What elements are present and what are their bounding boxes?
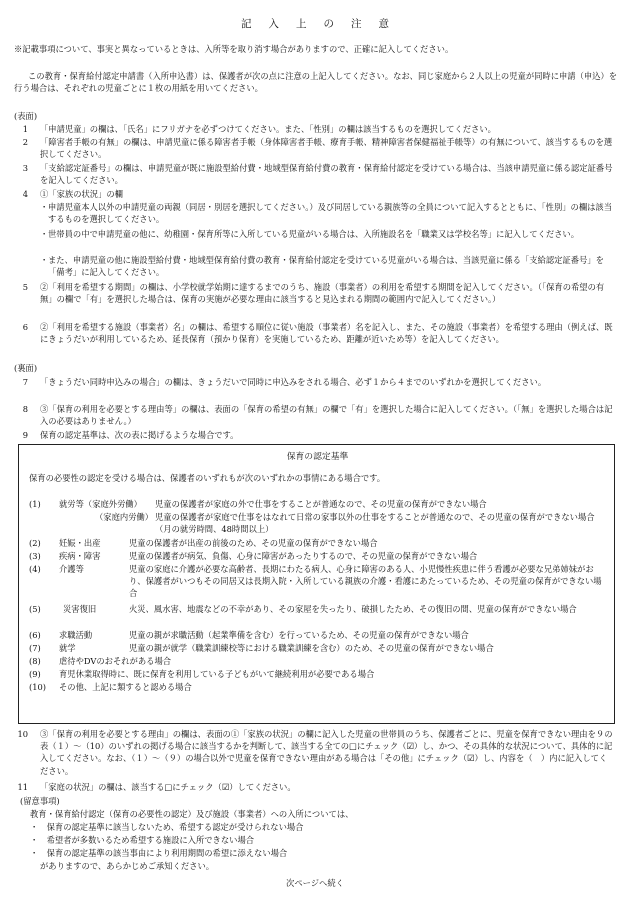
item-text: 「申請児童」の欄は、「氏名」にフリガナを必ずつけてください。また、「性別」の欄は該当するものを選択してください。 xyxy=(40,124,496,134)
page-title: 記入上の注意 xyxy=(241,18,406,30)
criteria-text: その他、上記に類すると認める場合 xyxy=(59,682,192,692)
family-bullet: ・ 申請児童本人以外の申請児童の両親（同居・別居を選択してください。）及び同居している親族等の全員について記入するとともに、「性別」の欄は該当するものを選択してください。 xyxy=(40,202,613,225)
item-text: 保育の認定基準は、次の表に掲げるような場合です。 xyxy=(40,430,239,440)
item-text: 「家庭の状況」の欄は、該当する□にチェック（☑）してください。 xyxy=(40,782,296,792)
remarks-tail: がありますので、あらかじめご承知ください。 xyxy=(40,861,215,871)
criteria-lead: 保育の必要性の認定を受ける場合は、保護者のいずれもが次のいずれかの事情にある場合です。 xyxy=(29,473,386,483)
criteria-number: (10) xyxy=(29,682,47,692)
item-number: 1 xyxy=(22,124,28,134)
criteria-number: (9) xyxy=(29,669,41,679)
remarks-lead: 教育・保育給付認定（保育の必要性の認定）及び施設（事業者）への入所については、 xyxy=(30,809,354,819)
criteria-text: 児童の家庭に介護が必要な高齢者、長期にわたる病人、心身に障害のある人、小児慢性疾患に伴う看護が必要な兄弟姉妹がおり、保護者がいつもその同居又は長期入院・入所している親族の介護・看護にあたっているため、その児童の保育ができない場合 xyxy=(129,564,602,599)
family-bullet: ・ また、申請児童の他に施設型給付費・地域型保育給付費の教育・保育給付認定を受けている児童がいる場合は、当該児童に係る「支給認定証番号」を「備考」に記入してください。 xyxy=(40,255,604,278)
criteria-text: 児童の保護者が病気、負傷、心身に障害があったりするので、その児童の保育ができない場合 xyxy=(129,551,478,561)
accuracy-notice: ※記載事項について、事実と異なっているときは、入所等を取り消す場合がありますので、正確に記入してください。 xyxy=(14,44,454,54)
item-number: 10 xyxy=(17,729,28,739)
family-bullet: ・ 世帯員の中で申請児童の他に、幼稚園・保育所等に入所している児童がいる場合は、入所施設名を「職業又は学校名等」に記入してください。 xyxy=(40,229,580,239)
criteria-title: 保育の認定基準 xyxy=(286,452,349,462)
criteria-table xyxy=(18,444,615,724)
criteria-number: (7) xyxy=(29,643,41,653)
criteria-label: 妊娠・出産 xyxy=(59,538,101,548)
item-text: 「きょうだい同時申込みの場合」の欄は、きょうだいで同時に申込みをされる場合、必ず１から４までのいずれかを選択してください。 xyxy=(40,377,547,387)
criteria-text: 児童の親が求職活動（起業準備を含む）を行っているため、その児童の保育ができない場合 xyxy=(129,630,469,640)
item-number: 11 xyxy=(17,782,28,792)
item-text: 「障害者手帳の有無」の欄は、申請児童に係る障害者手帳（身体障害者手帳、療育手帳、精神障害者保健福祉手帳等）の有無について、該当するものを選択してください。 xyxy=(40,137,613,160)
front-label: (表面) xyxy=(14,111,38,121)
intro-paragraph: この教育・保育給付認定申請書（入所申込書）は、保護者が次の点に注意の上記入してください。なお、同じ家庭から２人以上の児童が同時に申請（申込）を行う場合は、それぞれの児童ごとに１枚の用紙を用いてください。 xyxy=(14,71,618,94)
item-number: 7 xyxy=(22,377,28,387)
criteria-number: (6) xyxy=(29,630,41,640)
criteria-number: (8) xyxy=(29,656,41,666)
item-text: ②「利用を希望する施設（事業者）名」の欄は、希望する順位に従い施設（事業者）名を記入し、また、その施設（事業者）を希望する理由（例えば、既にきょうだいが利用しているため、延長保育（預かり保育）を実施しているため、距離が近いため等）を記入してください。 xyxy=(40,322,613,345)
criteria-label: 介護等 xyxy=(59,564,84,574)
criteria-text: 育児休業取得時に、既に保育を利用している子どもがいて継続利用が必要である場合 xyxy=(59,669,375,679)
back-label: (裏面) xyxy=(14,363,38,373)
item-number: 4 xyxy=(22,189,28,199)
criteria-label: 求職活動 xyxy=(59,630,93,640)
remarks-bullet: ・ 保育の認定基準の該当事由により利用期間の希望に添えない場合 xyxy=(30,848,288,858)
criteria-number: (5) xyxy=(29,604,41,614)
criteria-number: (1) xyxy=(29,499,41,509)
criteria-label: 災害復旧 xyxy=(63,604,97,614)
criteria-number: (4) xyxy=(29,564,41,574)
criteria-text: 火災、風水害、地震などの不幸があり、その家屋を失ったり、破損したため、その復旧の間、児童の保育ができない場合 xyxy=(129,604,577,614)
remarks-bullet: ・ 希望者が多数いるため希望する施設に入所できない場合 xyxy=(30,835,255,845)
criteria-label: （家庭内労働） xyxy=(95,512,154,522)
continued-note: 次ページへ続く xyxy=(286,878,344,888)
item-text: ③「保育の利用を必要とする理由等」の欄は、表面の「保育の希望の有無」の欄で「有」を選択した場合に記入してください。（「無」を選択した場合は記入の必要はありません。） xyxy=(40,404,613,427)
item-text: ②「利用を希望する期間」の欄は、小学校就学始期に達するまでのうち、施設（事業者）の利用を希望する期間を記入してください。（「保育の希望の有無」の欄で「有」を選択した場合は、保育の実施が必要な理由に該当すると見込まれる期間の範囲内で記入してください。） xyxy=(40,282,605,305)
criteria-label: 就労等（家庭外労働） xyxy=(59,499,142,509)
criteria-number: (3) xyxy=(29,551,41,561)
criteria-text: 児童の親が就学（職業訓練校等における職業訓練を含む）のため、その児童の保育ができない場合 xyxy=(129,643,494,653)
item-number: 2 xyxy=(22,137,28,147)
item-number: 5 xyxy=(22,282,28,292)
item-text: 「支給認定証番号」の欄は、申請児童が既に施設型給付費・地域型保育給付費の教育・保育給付認定を受けている場合は、当該申請児童に係る認定証番号を記入してください。 xyxy=(40,163,613,186)
remarks-label: (留意事項) xyxy=(20,796,60,806)
criteria-label: 就学 xyxy=(59,643,76,653)
criteria-text: 児童の保護者が家庭の外で仕事をすることが普通なので、その児童の保育ができない場合 xyxy=(155,499,487,509)
criteria-label: 疾病・障害 xyxy=(59,551,101,561)
item-text: ①「家族の状況」の欄 xyxy=(40,189,123,199)
criteria-number: (2) xyxy=(29,538,41,548)
item-number: 9 xyxy=(22,430,28,440)
item-number: 3 xyxy=(22,163,28,173)
remarks-bullet: ・ 保育の認定基準に該当しないため、希望する認定が受けられない場合 xyxy=(30,822,304,832)
criteria-text: 児童の保護者が出産の前後のため、その児童の保育ができない場合 xyxy=(129,538,378,548)
item-number: 6 xyxy=(22,322,28,332)
item-number: 8 xyxy=(22,404,28,414)
criteria-text: 虐待やDVのおそれがある場合 xyxy=(59,656,172,666)
item-text: ③「保育の利用を必要とする理由」の欄は、表面の①「家族の状況」の欄に記入した児童の世帯員のうち、保護者ごとに、児童を保育できない理由を９の表（１）～（10）のいずれの掲げる場合に該当するかを判断して、該当する全ての□にチェック（☑）し、かつ、その具体的な状況について、具体的に記入してください。なお、（１）～（９）の場合以外で児童を保育できない理由がある場合は「その他」にチェック（☑）し、内容を（ ）内に記入してください。 xyxy=(40,729,613,776)
criteria-text: 児童の保護者が家庭で仕事をはなれて日常の家事以外の仕事をすることが普通なので、その児童の保育ができない場合（月の就労時間、48時間以上） xyxy=(155,512,595,535)
